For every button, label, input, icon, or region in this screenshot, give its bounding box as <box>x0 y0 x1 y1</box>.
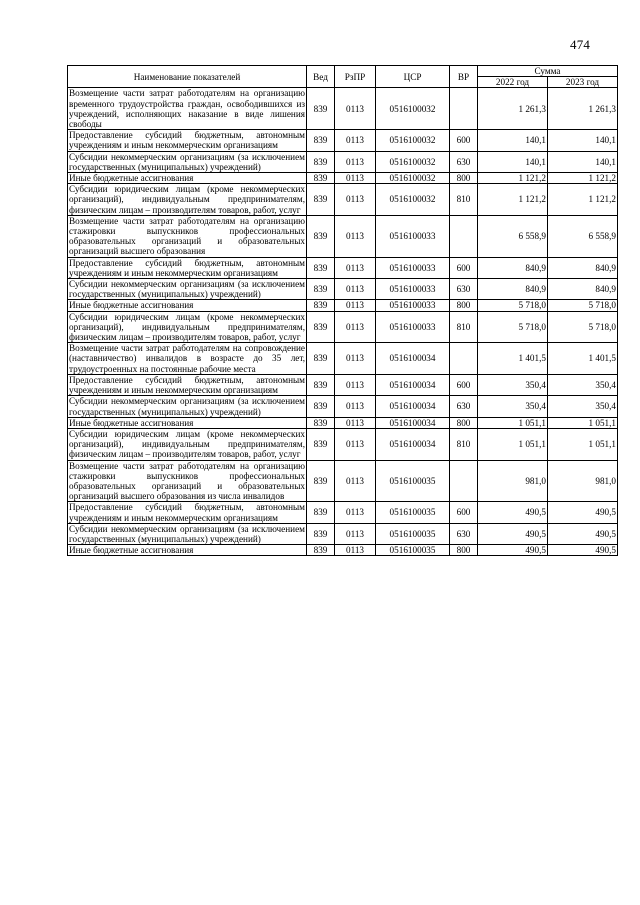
row-csr: 0516100034 <box>376 428 450 460</box>
row-sum-2022: 140,1 <box>478 151 548 172</box>
row-ved: 839 <box>307 343 335 375</box>
row-name: Иные бюджетные ассигнования <box>68 417 307 428</box>
row-ved: 839 <box>307 173 335 184</box>
row-sum-2023: 1 051,1 <box>548 417 618 428</box>
row-vr: 800 <box>450 173 478 184</box>
row-name: Субсидии некоммерческим организациям (за исключением государственных (муниципальных) учреждений) <box>69 523 305 544</box>
row-name: Предоставление субсидий бюджетным, автономным учреждениям и иным некоммерческим организациям <box>69 374 305 396</box>
header-ved: Вед <box>307 66 335 88</box>
table-row <box>68 545 618 556</box>
table-row <box>68 215 618 257</box>
row-name: Иные бюджетные ассигнования <box>68 173 307 184</box>
row-sum-2022: 1 051,1 <box>478 428 548 460</box>
row-sum-2023: 350,4 <box>548 374 618 395</box>
row-rzpr: 0113 <box>335 428 376 460</box>
header-sum: Сумма <box>478 66 618 77</box>
table-row <box>68 279 618 300</box>
row-vr <box>450 460 478 502</box>
row-csr: 0516100032 <box>376 88 450 130</box>
row-rzpr: 0113 <box>335 396 376 417</box>
table-row <box>68 428 618 460</box>
row-sum-2023: 350,4 <box>548 396 618 417</box>
row-csr: 0516100033 <box>376 311 450 343</box>
row-ved: 839 <box>307 396 335 417</box>
row-rzpr: 0113 <box>335 417 376 428</box>
row-vr: 800 <box>450 417 478 428</box>
row-name: Предоставление субсидий бюджетным, автономным учреждениям и иным некоммерческим организациям <box>69 257 305 278</box>
table-row <box>68 151 618 172</box>
row-sum-2022: 490,5 <box>478 502 548 523</box>
row-sum-2023: 1 261,3 <box>548 88 618 130</box>
row-ved: 839 <box>307 502 335 523</box>
row-rzpr: 0113 <box>335 374 376 395</box>
row-csr: 0516100033 <box>376 215 450 257</box>
row-name: Субсидии юридическим лицам (кроме некоммерческих организаций), индивидуальным предпринимателям, физическим лицам – производителям товаров, работ, услуг <box>69 311 305 343</box>
row-name: Иные бюджетные ассигнования <box>68 545 307 556</box>
row-ved: 839 <box>307 428 335 460</box>
row-ved: 839 <box>307 88 335 130</box>
row-rzpr: 0113 <box>335 173 376 184</box>
row-vr: 600 <box>450 502 478 523</box>
table-row <box>68 396 618 417</box>
row-sum-2022: 350,4 <box>478 374 548 395</box>
row-name: Субсидии юридическим лицам (кроме некоммерческих организаций), индивидуальным предпринимателям, физическим лицам – производителям товаров, работ, услуг <box>69 428 305 460</box>
row-name: Субсидии некоммерческим организациям (за исключением государственных (муниципальных) учреждений) <box>69 396 305 417</box>
header-year-2023: 2023 год <box>548 77 618 88</box>
row-rzpr: 0113 <box>335 88 376 130</box>
row-sum-2023: 6 558,9 <box>548 215 618 257</box>
table-row <box>68 300 618 311</box>
row-rzpr: 0113 <box>335 184 376 216</box>
page-number: 474 <box>570 37 591 52</box>
row-csr: 0516100034 <box>376 396 450 417</box>
row-csr: 0516100033 <box>376 300 450 311</box>
row-vr: 600 <box>450 374 478 395</box>
table-row <box>68 184 618 216</box>
row-ved: 839 <box>307 215 335 257</box>
row-sum-2022: 1 401,5 <box>478 343 548 375</box>
budget-table <box>67 65 618 556</box>
header-name: Наименование показателей <box>68 66 307 88</box>
row-sum-2023: 140,1 <box>548 151 618 172</box>
row-ved: 839 <box>307 130 335 151</box>
row-csr: 0516100032 <box>376 184 450 216</box>
row-sum-2023: 1 121,2 <box>548 184 618 216</box>
row-csr: 0516100033 <box>376 257 450 278</box>
row-vr <box>450 343 478 375</box>
row-sum-2023: 5 718,0 <box>548 311 618 343</box>
row-ved: 839 <box>307 257 335 278</box>
row-rzpr: 0113 <box>335 279 376 300</box>
row-name: Предоставление субсидий бюджетным, автономным учреждениям и иным некоммерческим организациям <box>69 130 305 151</box>
row-rzpr: 0113 <box>335 130 376 151</box>
row-rzpr: 0113 <box>335 300 376 311</box>
row-sum-2023: 981,0 <box>548 460 618 502</box>
header-vr: ВР <box>450 66 478 88</box>
table-row <box>68 374 618 395</box>
row-vr: 630 <box>450 523 478 544</box>
row-sum-2023: 5 718,0 <box>548 300 618 311</box>
table-row <box>68 173 618 184</box>
table-row <box>68 523 618 544</box>
row-sum-2022: 490,5 <box>478 523 548 544</box>
row-ved: 839 <box>307 300 335 311</box>
row-vr: 630 <box>450 279 478 300</box>
row-vr <box>450 215 478 257</box>
row-sum-2023: 490,5 <box>548 523 618 544</box>
row-csr: 0516100034 <box>376 417 450 428</box>
row-ved: 839 <box>307 279 335 300</box>
row-csr: 0516100032 <box>376 130 450 151</box>
row-vr: 800 <box>450 300 478 311</box>
row-sum-2022: 5 718,0 <box>478 300 548 311</box>
row-vr <box>450 88 478 130</box>
table-row <box>68 502 618 523</box>
row-name: Возмещение части затрат работодателям на сопровождение (наставничество) инвалидов в возрасте до 35 лет, трудоустроенных на постоянные рабочие места <box>69 343 305 374</box>
row-csr: 0516100033 <box>376 279 450 300</box>
row-sum-2022: 140,1 <box>478 130 548 151</box>
row-rzpr: 0113 <box>335 460 376 502</box>
row-name: Субсидии некоммерческим организациям (за исключением государственных (муниципальных) учреждений) <box>69 279 305 300</box>
row-name: Возмещение части затрат работодателям на организацию стажировки выпускников профессиональных образовательных организаций и образовательных организаций высшего образования <box>69 215 305 257</box>
row-sum-2022: 5 718,0 <box>478 311 548 343</box>
row-vr: 810 <box>450 428 478 460</box>
row-csr: 0516100034 <box>376 343 450 375</box>
row-rzpr: 0113 <box>335 502 376 523</box>
row-sum-2023: 1 051,1 <box>548 428 618 460</box>
row-name: Предоставление субсидий бюджетным, автономным учреждениям и иным некоммерческим организациям <box>69 502 305 523</box>
row-sum-2022: 1 121,2 <box>478 184 548 216</box>
row-sum-2022: 6 558,9 <box>478 215 548 257</box>
row-ved: 839 <box>307 151 335 172</box>
row-csr: 0516100032 <box>376 151 450 172</box>
row-rzpr: 0113 <box>335 311 376 343</box>
table-row <box>68 257 618 278</box>
row-vr: 800 <box>450 545 478 556</box>
row-csr: 0516100035 <box>376 460 450 502</box>
row-csr: 0516100035 <box>376 523 450 544</box>
header-rzpr: РзПР <box>335 66 376 88</box>
row-sum-2022: 981,0 <box>478 460 548 502</box>
row-sum-2022: 840,9 <box>478 279 548 300</box>
row-vr: 600 <box>450 257 478 278</box>
row-rzpr: 0113 <box>335 523 376 544</box>
row-vr: 630 <box>450 396 478 417</box>
row-vr: 810 <box>450 184 478 216</box>
table-body <box>68 88 618 556</box>
row-sum-2023: 1 401,5 <box>548 343 618 375</box>
header-csr: ЦСР <box>376 66 450 88</box>
row-vr: 810 <box>450 311 478 343</box>
row-csr: 0516100032 <box>376 173 450 184</box>
row-csr: 0516100035 <box>376 545 450 556</box>
table-row <box>68 88 618 130</box>
row-sum-2023: 1 121,2 <box>548 173 618 184</box>
table-row <box>68 343 618 375</box>
row-sum-2022: 490,5 <box>478 545 548 556</box>
header-year-2022: 2022 год <box>478 77 548 88</box>
row-ved: 839 <box>307 184 335 216</box>
row-sum-2022: 350,4 <box>478 396 548 417</box>
row-rzpr: 0113 <box>335 257 376 278</box>
table-row <box>68 130 618 151</box>
row-vr: 600 <box>450 130 478 151</box>
row-sum-2022: 1 261,3 <box>478 88 548 130</box>
row-name: Субсидии некоммерческим организациям (за исключением государственных (муниципальных) учреждений) <box>69 151 305 172</box>
table-row <box>68 417 618 428</box>
row-rzpr: 0113 <box>335 151 376 172</box>
row-ved: 839 <box>307 523 335 544</box>
row-sum-2023: 140,1 <box>548 130 618 151</box>
row-csr: 0516100035 <box>376 502 450 523</box>
row-ved: 839 <box>307 460 335 502</box>
row-csr: 0516100034 <box>376 374 450 395</box>
row-vr: 630 <box>450 151 478 172</box>
table-row <box>68 311 618 343</box>
row-sum-2022: 840,9 <box>478 257 548 278</box>
row-rzpr: 0113 <box>335 215 376 257</box>
row-sum-2023: 490,5 <box>548 502 618 523</box>
row-ved: 839 <box>307 311 335 343</box>
row-rzpr: 0113 <box>335 343 376 375</box>
row-name: Иные бюджетные ассигнования <box>68 300 307 311</box>
row-sum-2022: 1 051,1 <box>478 417 548 428</box>
row-ved: 839 <box>307 417 335 428</box>
row-ved: 839 <box>307 545 335 556</box>
row-sum-2023: 840,9 <box>548 279 618 300</box>
row-name: Субсидии юридическим лицам (кроме некоммерческих организаций), индивидуальным предпринимателям, физическим лицам – производителям товаров, работ, услуг <box>69 184 305 215</box>
row-sum-2022: 1 121,2 <box>478 173 548 184</box>
row-ved: 839 <box>307 374 335 395</box>
row-name: Возмещение части затрат работодателям на организацию временного трудоустройства граждан, освободившихся из учреждений, исполняющих наказание в виде лишения свободы <box>69 88 305 130</box>
table-row <box>68 460 618 502</box>
row-sum-2023: 840,9 <box>548 257 618 278</box>
row-sum-2023: 490,5 <box>548 545 618 556</box>
row-name: Возмещение части затрат работодателям на организацию стажировки выпускников профессиональных образовательных организаций и образовательных организаций высшего образования из числа инвалидов <box>69 460 305 502</box>
row-rzpr: 0113 <box>335 545 376 556</box>
